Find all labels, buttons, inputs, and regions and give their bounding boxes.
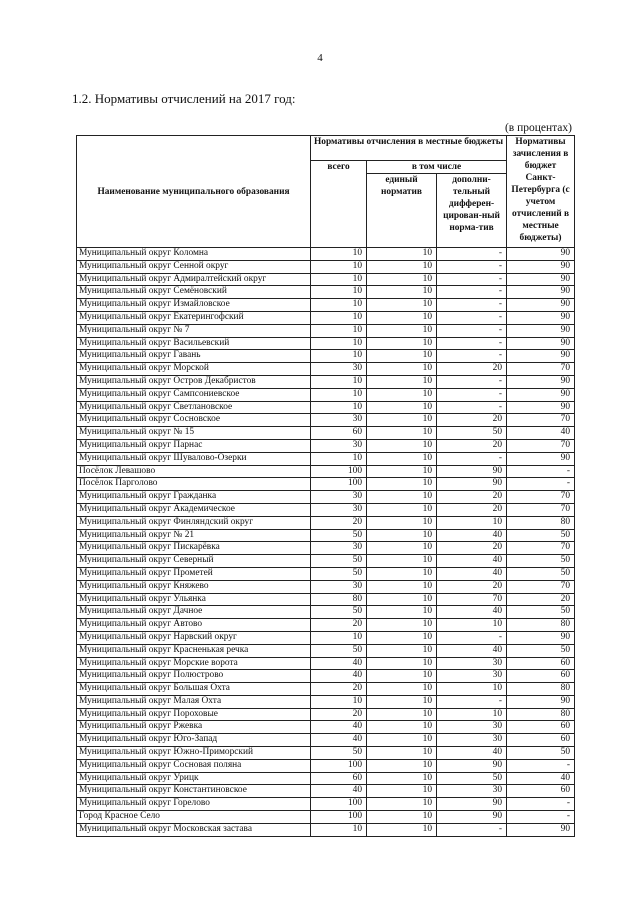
table-row <box>77 683 575 696</box>
municipality-name: Муниципальный округ Сенной округ <box>77 260 311 273</box>
table-row <box>77 823 575 836</box>
table-row <box>77 375 575 388</box>
table-row <box>77 324 575 337</box>
spb-budget-value: 90 <box>507 631 575 644</box>
single-norm-value: 10 <box>367 555 437 568</box>
single-norm-value: 10 <box>367 452 437 465</box>
additional-norm-value: - <box>437 273 507 286</box>
total-value: 10 <box>311 248 367 261</box>
municipality-name: Муниципальный округ № 15 <box>77 427 311 440</box>
additional-norm-value: 90 <box>437 465 507 478</box>
total-value: 40 <box>311 657 367 670</box>
single-norm-value: 10 <box>367 324 437 337</box>
additional-norm-value: 30 <box>437 721 507 734</box>
spb-budget-value: 90 <box>507 273 575 286</box>
spb-budget-value: 90 <box>507 324 575 337</box>
single-norm-value: 10 <box>367 772 437 785</box>
spb-budget-value: 90 <box>507 350 575 363</box>
additional-norm-value: 20 <box>437 503 507 516</box>
municipality-name: Муниципальный округ Сампсониевское <box>77 388 311 401</box>
total-value: 10 <box>311 286 367 299</box>
table-row <box>77 478 575 491</box>
single-norm-value: 10 <box>367 785 437 798</box>
municipality-name: Посёлок Левашово <box>77 465 311 478</box>
total-value: 30 <box>311 580 367 593</box>
header-including: в том числе <box>367 161 507 174</box>
single-norm-value: 10 <box>367 311 437 324</box>
single-norm-value: 10 <box>367 363 437 376</box>
table-row <box>77 427 575 440</box>
table-row <box>77 593 575 606</box>
additional-norm-value: - <box>437 695 507 708</box>
single-norm-value: 10 <box>367 491 437 504</box>
additional-norm-value: 30 <box>437 657 507 670</box>
single-norm-value: 10 <box>367 350 437 363</box>
spb-budget-value: 70 <box>507 491 575 504</box>
norms-table <box>76 135 575 837</box>
table-row <box>77 311 575 324</box>
spb-budget-value: 90 <box>507 299 575 312</box>
total-value: 50 <box>311 555 367 568</box>
total-value: 50 <box>311 529 367 542</box>
single-norm-value: 10 <box>367 465 437 478</box>
total-value: 10 <box>311 299 367 312</box>
municipality-name: Муниципальный округ Пороховые <box>77 708 311 721</box>
table-row <box>77 414 575 427</box>
municipality-name: Муниципальный округ Красненькая речка <box>77 644 311 657</box>
single-norm-value: 10 <box>367 747 437 760</box>
table-row <box>77 644 575 657</box>
additional-norm-value: 40 <box>437 567 507 580</box>
municipality-name: Муниципальный округ Московская застава <box>77 823 311 836</box>
table-row <box>77 670 575 683</box>
total-value: 50 <box>311 747 367 760</box>
header-local-budgets: Нормативы отчисления в местные бюджеты <box>311 136 507 161</box>
total-value: 30 <box>311 491 367 504</box>
spb-budget-value: - <box>507 811 575 824</box>
municipality-name: Муниципальный округ Ржевка <box>77 721 311 734</box>
section-title: 1.2. Нормативы отчислений на 2017 год: <box>72 91 296 106</box>
single-norm-value: 10 <box>367 683 437 696</box>
municipality-name: Муниципальный округ Екатерингофский <box>77 311 311 324</box>
municipality-name: Муниципальный округ Морской <box>77 363 311 376</box>
municipality-name: Муниципальный округ Светлановское <box>77 401 311 414</box>
municipality-name: Муниципальный округ Урицк <box>77 772 311 785</box>
total-value: 10 <box>311 311 367 324</box>
additional-norm-value: 30 <box>437 785 507 798</box>
total-value: 10 <box>311 452 367 465</box>
single-norm-value: 10 <box>367 286 437 299</box>
total-value: 10 <box>311 337 367 350</box>
spb-budget-value: 90 <box>507 823 575 836</box>
single-norm-value: 10 <box>367 388 437 401</box>
additional-norm-value: - <box>437 823 507 836</box>
spb-budget-value: 90 <box>507 337 575 350</box>
municipality-name: Муниципальный округ Горелово <box>77 798 311 811</box>
municipality-name: Муниципальный округ Княжево <box>77 580 311 593</box>
total-value: 20 <box>311 619 367 632</box>
spb-budget-value: 90 <box>507 695 575 708</box>
additional-norm-value: - <box>437 375 507 388</box>
total-value: 30 <box>311 439 367 452</box>
total-value: 40 <box>311 785 367 798</box>
table-row <box>77 363 575 376</box>
additional-norm-value: 40 <box>437 644 507 657</box>
single-norm-value: 10 <box>367 619 437 632</box>
municipality-name: Муниципальный округ Полюстрово <box>77 670 311 683</box>
additional-norm-value: - <box>437 324 507 337</box>
municipality-name: Муниципальный округ Васильевский <box>77 337 311 350</box>
single-norm-value: 10 <box>367 439 437 452</box>
table-row <box>77 759 575 772</box>
additional-norm-value: - <box>437 452 507 465</box>
table-row <box>77 248 575 261</box>
table-row <box>77 580 575 593</box>
single-norm-value: 10 <box>367 529 437 542</box>
additional-norm-value: 40 <box>437 606 507 619</box>
table-row <box>77 657 575 670</box>
additional-norm-value: 20 <box>437 414 507 427</box>
single-norm-value: 10 <box>367 337 437 350</box>
total-value: 100 <box>311 478 367 491</box>
table-row <box>77 606 575 619</box>
total-value: 10 <box>311 350 367 363</box>
single-norm-value: 10 <box>367 657 437 670</box>
municipality-name: Муниципальный округ Гражданка <box>77 491 311 504</box>
municipality-name: Муниципальный округ Парнас <box>77 439 311 452</box>
additional-norm-value: - <box>437 401 507 414</box>
additional-norm-value: 20 <box>437 580 507 593</box>
single-norm-value: 10 <box>367 580 437 593</box>
single-norm-value: 10 <box>367 670 437 683</box>
single-norm-value: 10 <box>367 823 437 836</box>
total-value: 10 <box>311 695 367 708</box>
additional-norm-value: 50 <box>437 427 507 440</box>
table-row <box>77 401 575 414</box>
total-value: 40 <box>311 721 367 734</box>
municipality-name: Муниципальный округ Константиновское <box>77 785 311 798</box>
additional-norm-value: 90 <box>437 811 507 824</box>
total-value: 50 <box>311 644 367 657</box>
municipality-name: Муниципальный округ Коломна <box>77 248 311 261</box>
municipality-name: Муниципальный округ Финляндский округ <box>77 516 311 529</box>
single-norm-value: 10 <box>367 606 437 619</box>
total-value: 30 <box>311 542 367 555</box>
total-value: 50 <box>311 567 367 580</box>
spb-budget-value: 70 <box>507 414 575 427</box>
header-total: всего <box>311 161 367 248</box>
spb-budget-value: 60 <box>507 657 575 670</box>
header-single-norm: единый норматив <box>367 174 437 248</box>
spb-budget-value: - <box>507 478 575 491</box>
single-norm-value: 10 <box>367 478 437 491</box>
municipality-name: Муниципальный округ Южно-Приморский <box>77 747 311 760</box>
table-row <box>77 734 575 747</box>
table-row <box>77 772 575 785</box>
table-row <box>77 273 575 286</box>
total-value: 40 <box>311 670 367 683</box>
table-row <box>77 555 575 568</box>
spb-budget-value: 60 <box>507 785 575 798</box>
table-row <box>77 350 575 363</box>
single-norm-value: 10 <box>367 375 437 388</box>
spb-budget-value: 50 <box>507 555 575 568</box>
single-norm-value: 10 <box>367 516 437 529</box>
single-norm-value: 10 <box>367 401 437 414</box>
header-name-column: Наименование муниципального образования <box>77 136 311 248</box>
municipality-name: Муниципальный округ Юго-Запад <box>77 734 311 747</box>
header-spb-budget: Нормативы зачисления в бюджет Санкт-Петербурга (с учетом отчислений в местные бюджеты) <box>507 136 575 248</box>
spb-budget-value: 80 <box>507 516 575 529</box>
additional-norm-value: - <box>437 350 507 363</box>
municipality-name: Муниципальный округ Автово <box>77 619 311 632</box>
additional-norm-value: 30 <box>437 734 507 747</box>
spb-budget-value: 40 <box>507 427 575 440</box>
additional-norm-value: 90 <box>437 478 507 491</box>
spb-budget-value: 70 <box>507 580 575 593</box>
spb-budget-value: - <box>507 759 575 772</box>
table-row <box>77 452 575 465</box>
additional-norm-value: 90 <box>437 798 507 811</box>
spb-budget-value: - <box>507 465 575 478</box>
spb-budget-value: 80 <box>507 708 575 721</box>
spb-budget-value: 70 <box>507 542 575 555</box>
additional-norm-value: 20 <box>437 439 507 452</box>
table-row <box>77 337 575 350</box>
total-value: 20 <box>311 683 367 696</box>
spb-budget-value: 50 <box>507 747 575 760</box>
single-norm-value: 10 <box>367 248 437 261</box>
spb-budget-value: 90 <box>507 388 575 401</box>
single-norm-value: 10 <box>367 708 437 721</box>
single-norm-value: 10 <box>367 811 437 824</box>
municipality-name: Муниципальный округ Измайловское <box>77 299 311 312</box>
total-value: 30 <box>311 503 367 516</box>
table-row <box>77 503 575 516</box>
municipality-name: Муниципальный округ Академическое <box>77 503 311 516</box>
spb-budget-value: - <box>507 798 575 811</box>
table-row <box>77 439 575 452</box>
table-row <box>77 491 575 504</box>
page-number: 4 <box>317 52 323 64</box>
total-value: 100 <box>311 759 367 772</box>
single-norm-value: 10 <box>367 414 437 427</box>
units-note: (в процентах) <box>504 122 572 134</box>
municipality-name: Муниципальный округ Большая Охта <box>77 683 311 696</box>
spb-budget-value: 70 <box>507 503 575 516</box>
additional-norm-value: 40 <box>437 555 507 568</box>
total-value: 10 <box>311 260 367 273</box>
spb-budget-value: 50 <box>507 606 575 619</box>
municipality-name: Муниципальный округ Ульянка <box>77 593 311 606</box>
total-value: 100 <box>311 465 367 478</box>
total-value: 30 <box>311 414 367 427</box>
spb-budget-value: 40 <box>507 772 575 785</box>
municipality-name: Муниципальный округ Нарвский округ <box>77 631 311 644</box>
total-value: 10 <box>311 273 367 286</box>
total-value: 100 <box>311 798 367 811</box>
single-norm-value: 10 <box>367 759 437 772</box>
single-norm-value: 10 <box>367 644 437 657</box>
table-row <box>77 542 575 555</box>
municipality-name: Муниципальный округ Пискарёвка <box>77 542 311 555</box>
municipality-name: Муниципальный округ Малая Охта <box>77 695 311 708</box>
spb-budget-value: 90 <box>507 452 575 465</box>
total-value: 60 <box>311 427 367 440</box>
table-row <box>77 516 575 529</box>
table-row <box>77 747 575 760</box>
table-row <box>77 785 575 798</box>
spb-budget-value: 70 <box>507 363 575 376</box>
total-value: 10 <box>311 401 367 414</box>
municipality-name: Муниципальный округ Прометей <box>77 567 311 580</box>
additional-norm-value: - <box>437 260 507 273</box>
additional-norm-value: 90 <box>437 759 507 772</box>
municipality-name: Муниципальный округ Сосновское <box>77 414 311 427</box>
municipality-name: Город Красное Село <box>77 811 311 824</box>
spb-budget-value: 90 <box>507 260 575 273</box>
table-row <box>77 529 575 542</box>
table-row <box>77 619 575 632</box>
single-norm-value: 10 <box>367 567 437 580</box>
table-row <box>77 286 575 299</box>
spb-budget-value: 50 <box>507 529 575 542</box>
municipality-name: Посёлок Парголово <box>77 478 311 491</box>
total-value: 10 <box>311 823 367 836</box>
additional-norm-value: 10 <box>437 516 507 529</box>
total-value: 10 <box>311 388 367 401</box>
single-norm-value: 10 <box>367 631 437 644</box>
municipality-name: Муниципальный округ Семёновский <box>77 286 311 299</box>
municipality-name: Муниципальный округ Морские ворота <box>77 657 311 670</box>
single-norm-value: 10 <box>367 503 437 516</box>
municipality-name: Муниципальный округ № 7 <box>77 324 311 337</box>
table-body <box>77 248 575 837</box>
additional-norm-value: 20 <box>437 363 507 376</box>
total-value: 50 <box>311 606 367 619</box>
total-value: 80 <box>311 593 367 606</box>
table-row <box>77 721 575 734</box>
additional-norm-value: 40 <box>437 747 507 760</box>
additional-norm-value: 70 <box>437 593 507 606</box>
spb-budget-value: 90 <box>507 375 575 388</box>
total-value: 20 <box>311 708 367 721</box>
table-row <box>77 567 575 580</box>
table-row <box>77 811 575 824</box>
single-norm-value: 10 <box>367 721 437 734</box>
total-value: 10 <box>311 324 367 337</box>
table-row <box>77 695 575 708</box>
additional-norm-value: - <box>437 631 507 644</box>
header-additional-norm: дополни-тельный дифферен-цирован-ный норма-тив <box>437 174 507 248</box>
spb-budget-value: 90 <box>507 311 575 324</box>
additional-norm-value: - <box>437 248 507 261</box>
municipality-name: Муниципальный округ Дачное <box>77 606 311 619</box>
total-value: 60 <box>311 772 367 785</box>
total-value: 30 <box>311 363 367 376</box>
municipality-name: Муниципальный округ Адмиралтейский округ <box>77 273 311 286</box>
single-norm-value: 10 <box>367 427 437 440</box>
spb-budget-value: 90 <box>507 248 575 261</box>
table-row <box>77 798 575 811</box>
additional-norm-value: - <box>437 337 507 350</box>
spb-budget-value: 60 <box>507 670 575 683</box>
spb-budget-value: 50 <box>507 644 575 657</box>
table-row <box>77 708 575 721</box>
additional-norm-value: - <box>437 388 507 401</box>
additional-norm-value: 20 <box>437 542 507 555</box>
additional-norm-value: 20 <box>437 491 507 504</box>
spb-budget-value: 90 <box>507 401 575 414</box>
spb-budget-value: 60 <box>507 734 575 747</box>
table-row <box>77 388 575 401</box>
single-norm-value: 10 <box>367 542 437 555</box>
additional-norm-value: 50 <box>437 772 507 785</box>
total-value: 20 <box>311 516 367 529</box>
table-row <box>77 631 575 644</box>
spb-budget-value: 80 <box>507 683 575 696</box>
total-value: 10 <box>311 375 367 388</box>
single-norm-value: 10 <box>367 695 437 708</box>
additional-norm-value: 10 <box>437 708 507 721</box>
total-value: 10 <box>311 631 367 644</box>
municipality-name: Муниципальный округ Сосновая поляна <box>77 759 311 772</box>
additional-norm-value: - <box>437 311 507 324</box>
table-row <box>77 299 575 312</box>
municipality-name: Муниципальный округ Шувалово-Озерки <box>77 452 311 465</box>
table-row <box>77 465 575 478</box>
municipality-name: Муниципальный округ Гавань <box>77 350 311 363</box>
additional-norm-value: - <box>437 286 507 299</box>
total-value: 40 <box>311 734 367 747</box>
total-value: 100 <box>311 811 367 824</box>
municipality-name: Муниципальный округ Северный <box>77 555 311 568</box>
table-row <box>77 260 575 273</box>
additional-norm-value: 30 <box>437 670 507 683</box>
spb-budget-value: 70 <box>507 439 575 452</box>
single-norm-value: 10 <box>367 273 437 286</box>
single-norm-value: 10 <box>367 798 437 811</box>
spb-budget-value: 50 <box>507 567 575 580</box>
spb-budget-value: 20 <box>507 593 575 606</box>
single-norm-value: 10 <box>367 299 437 312</box>
municipality-name: Муниципальный округ № 21 <box>77 529 311 542</box>
additional-norm-value: 40 <box>437 529 507 542</box>
single-norm-value: 10 <box>367 260 437 273</box>
single-norm-value: 10 <box>367 734 437 747</box>
spb-budget-value: 90 <box>507 286 575 299</box>
spb-budget-value: 60 <box>507 721 575 734</box>
single-norm-value: 10 <box>367 593 437 606</box>
additional-norm-value: 10 <box>437 683 507 696</box>
additional-norm-value: 10 <box>437 619 507 632</box>
municipality-name: Муниципальный округ Остров Декабристов <box>77 375 311 388</box>
additional-norm-value: - <box>437 299 507 312</box>
spb-budget-value: 80 <box>507 619 575 632</box>
